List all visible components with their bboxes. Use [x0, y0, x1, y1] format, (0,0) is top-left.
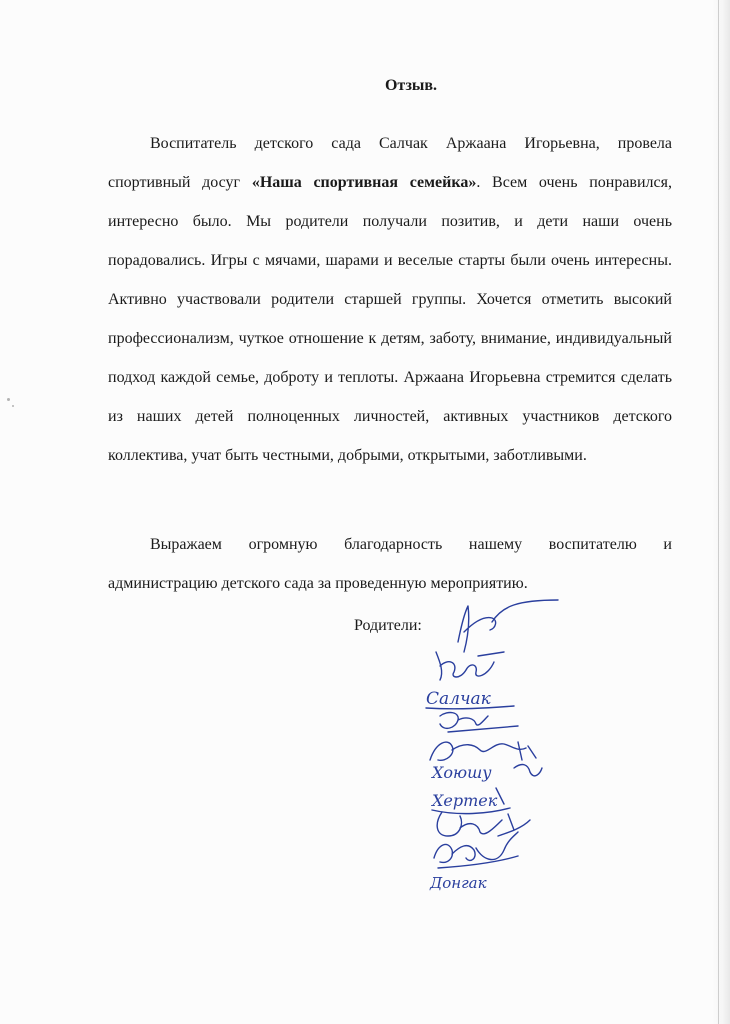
- paragraph-main: [108, 124, 672, 475]
- signature-stroke: [458, 600, 558, 652]
- signature-stroke: [437, 812, 530, 836]
- signature-text: Донгак: [430, 874, 487, 892]
- event-name: «Наша спортивная семейка»: [251, 174, 477, 191]
- signature-stroke: [436, 652, 504, 680]
- paragraph-gratitude-text: Выражаем огромную благодарность нашему воспитателю и администрацию детского сада за проведенную мероприятию.: [108, 536, 672, 592]
- signature-text: Салчак: [426, 689, 491, 709]
- scan-speck: [12, 405, 14, 407]
- signature-stroke: [430, 742, 536, 760]
- signature-stroke: [434, 832, 518, 868]
- paragraph-gratitude: [108, 525, 672, 603]
- signature-stroke: [440, 713, 518, 732]
- signature-text: Хоюшу: [432, 763, 492, 782]
- document-title: Отзыв.: [384, 77, 438, 94]
- signature-label: Родители:: [354, 617, 422, 634]
- scan-speck: [7, 398, 10, 401]
- parent-signatures: [418, 592, 578, 902]
- paragraph-main-lead: Воспитатель детского сада Салчак Аржаана Игорьевна, провела спортивный досуг: [108, 135, 672, 191]
- paragraph-main-rest: . Всем очень понравился, интересно было. Мы родители получали позитив, и дети наши очень порадовались. Игры с мячами, шарами и веселые старты были очень интересны. Активно участвовали родители старшей группы. Хочется отметить высокий профессионализм, чуткое отношение к детям, заботу, внимание, индивидуальный подход каждой семье, доброту и теплоты. Аржаана Игорьевна стремится сделать из наших детей полноценных личностей, активных участников детского коллектива, учат быть честными, добрыми, открытыми, заботливыми.: [108, 174, 672, 464]
- signature-stroke: [514, 765, 542, 776]
- scan-edge-shadow: [712, 0, 730, 1024]
- scan-edge-line: [718, 0, 719, 1024]
- signature-text: Хертек: [432, 791, 498, 810]
